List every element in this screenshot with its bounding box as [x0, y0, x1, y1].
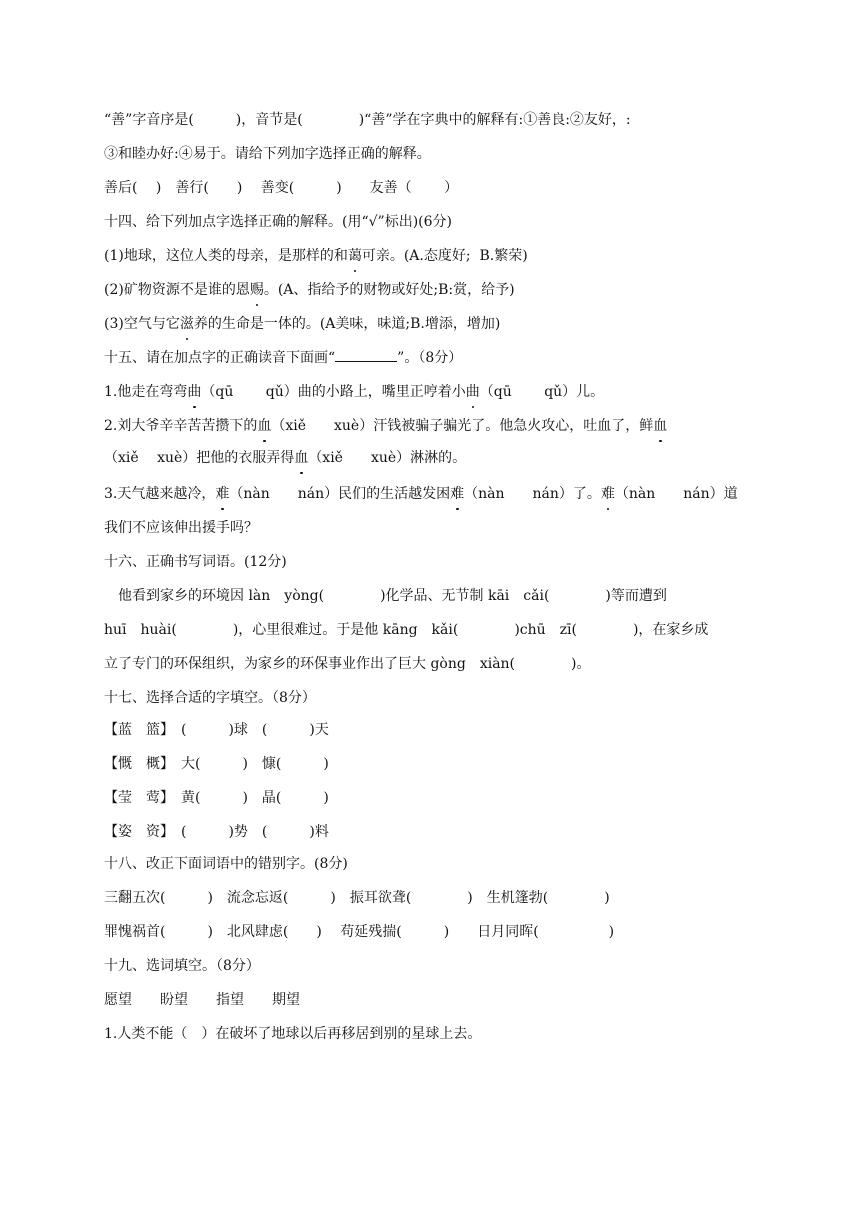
text-line: 立了专门的环保组织，为家乡的环保事业作出了巨大 gòng xiàn( )。	[104, 656, 591, 672]
text-line: huī huài( )，心里很难过。于是他 kāng kǎi( )chū zī( )，在家乡成	[104, 622, 709, 638]
question-line: (2)矿物资源不是谁的恩赐。(A、指给予的财物或好处;B:赏，给予)	[104, 282, 515, 298]
question-line: (1)地球，这位人类的母亲，是那样的和蔼可亲。(A.态度好; B.繁荣)	[104, 248, 528, 264]
dotted-char: 曲	[465, 384, 480, 400]
text-line: 我们不应该伸出援手吗？	[104, 520, 258, 536]
dotted-char: 难	[215, 486, 230, 502]
dotted-char: 血	[294, 450, 309, 466]
text-line: “善”字音序是( )，音节是( )“善”学在字典中的解释有:①善良:②友好，:	[104, 112, 631, 128]
underline-mark	[335, 348, 397, 362]
question-line: （xiě xuè）把他的衣服弄得血（xiě xuè）淋淋的。	[104, 450, 467, 466]
choice-line: 【慨 概】 大( ) 慷( )	[104, 756, 329, 772]
choice-line: 【姿 资】 ( )势 ( )料	[104, 824, 329, 840]
question-line: 1.他走在弯弯曲（qū qǔ）曲的小路上，嘴里正哼着小曲（qū qǔ）儿。	[104, 384, 605, 400]
dotted-char: 血	[257, 418, 272, 434]
section-15-heading: 十五、请在加点字的正确读音下面画“ ”。（8分）	[104, 350, 463, 366]
text-line: ③和睦办好:④易于。请给下列加字选择正确的解释。	[104, 146, 431, 162]
dotted-char: 曲	[187, 384, 202, 400]
section-19-heading: 十九、选词填空。（8分）	[104, 958, 260, 974]
choice-line: 【蓝 篮】 ( )球 ( )天	[104, 722, 329, 738]
text-line: 善后( ) 善行( ) 善变( ) 友善（ ）	[104, 180, 459, 196]
question-line: 2.刘大爷辛辛苦苦攒下的血（xiě xuè）汗钱被骗子骗光了。他急火攻心，吐血了，鲜血	[104, 418, 668, 434]
question-line: (3)空气与它滋养的生命是一体的。(A美味，味道;B.增添，增加)	[104, 316, 501, 332]
question-line: 1.人类不能（ ）在破坏了地球以后再移居到别的星球上去。	[104, 1026, 482, 1042]
dotted-char: 难	[450, 486, 465, 502]
section-18-heading: 十八、改正下面词语中的错别字。(8分)	[104, 856, 348, 872]
dotted-char: 滋	[179, 316, 194, 332]
question-line: 3.天气越来越冷，难（nàn nán）民们的生活越发困难（nàn nán）了。难（nàn nán）道	[104, 486, 738, 502]
dotted-char: 赐	[249, 282, 264, 298]
dotted-char: 难	[600, 486, 615, 502]
word-choices: 愿望 盼望 指望 期望	[104, 992, 300, 1008]
dotted-char: 蔼	[347, 248, 362, 264]
section-14-heading: 十四、给下列加点字选择正确的解释。(用“√”标出)(6分)	[104, 214, 452, 230]
text-line: 罪愧祸首( ) 北风肆虑( ) 苟延残揣( ) 日月同晖( )	[104, 924, 615, 940]
section-16-heading: 十六、正确书写词语。(12分)	[104, 554, 287, 570]
section-17-heading: 十七、选择合适的字填空。（8分）	[104, 690, 316, 706]
text-line: 他看到家乡的环境因 làn yòng( )化学品、无节制 kāi cǎi( )等而遭到	[104, 588, 667, 604]
choice-line: 【莹 莺】 黄( ) 晶( )	[104, 790, 329, 806]
text-line: 三翻五次( ) 流念忘返( ) 振耳欲聋( ) 生机篷勃( )	[104, 890, 610, 906]
dotted-char: 血	[653, 418, 668, 434]
